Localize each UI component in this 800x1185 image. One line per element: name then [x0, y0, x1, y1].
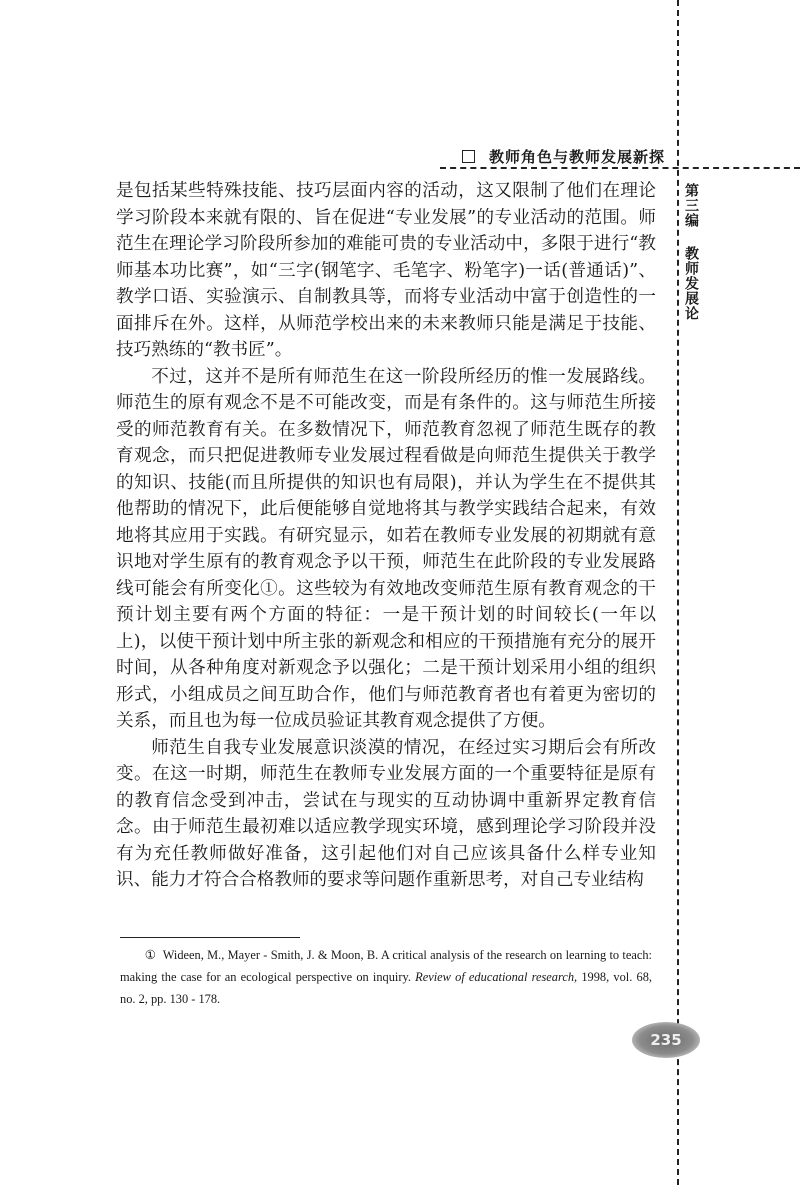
header-box-icon [462, 150, 475, 163]
page-number: 235 [650, 1031, 682, 1049]
paragraph-3: 师范生自我专业发展意识淡漠的情况，在经过实习期后会有所改变。在这一时期，师范生在教师专业发展方面的一个重要特征是原有的教育信念受到冲击，尝试在与现实的互动协调中重新界定教育信念。由于师范生最初难以适应教学现实环境，感到理论学习阶段并没有为充任教师做好准备，这引起他们对自己应该具备什么样专业知识、能力才符合合格教师的要求等问题作重新思考，对自己专业结构 [116, 737, 656, 890]
running-header [462, 146, 665, 167]
side-section-label: 教师发展论 [683, 246, 699, 321]
paragraph-1: 是包括某些特殊技能、技巧层面内容的活动，这又限制了他们在理论学习阶段本来就有限的、旨在促进“专业发展”的专业活动的范围。师范生在理论学习阶段所参加的难能可贵的专业活动中，多限于进行“教师基本功比赛”，如“三字(钢笔字、毛笔字、粉笔字)一话(普通话)”、教学口语、实验演示、自制教具等，而将专业活动中富于创造性的一面排斥在外。这样，从师范学校出来的未来教师只能是满足于技能、技巧熟练的“教书匠”。 [116, 181, 656, 360]
footnote-marker: ① [144, 948, 157, 962]
paragraph-2: 不过，这并不是所有师范生在这一阶段所经历的惟一发展路线。师范生的原有观念不是不可能改变，而是有条件的。这与师范生所接受的师范教育有关。在多数情况下，师范教育忽视了师范生既存的教育观念，而只把促进教师专业发展过程看做是向师范生提供关于教学的知识、技能(而且所提供的知识也有局限)，并认为学生在不提供其他帮助的情况下，此后便能够自觉地将其与教学实践结合起来，有效地将其应用于实践。有研究显示，如若在教师专业发展的初期就有意识地对学生原有的教育观念予以干预，师范生在此阶段的专业发展路线可能会有所变化①。这些较为有效地改变师范生原有教育观念的干预计划主要有两个方面的特征：一是干预计划的时间较长(一年以上)，以使干预计划中所主张的新观念和相应的干预措施有充分的展开时间，从各种角度对新观念予以强化；二是干预计划采用小组的组织形式，小组成员之间互助合作，他们与师范教育者也有着更为密切的关系，而且也为每一位成员验证其教育观念提供了方便。 [116, 366, 656, 731]
footnote-journal: Review of educational research, [415, 970, 578, 984]
side-part-label: 第三编 [683, 183, 699, 228]
vertical-dashed-rule [677, 0, 679, 1185]
footnote-rule [120, 937, 300, 938]
footnote [120, 944, 652, 1010]
page-number-badge [632, 1022, 700, 1058]
header-title: 教师角色与教师发展新探 [489, 148, 666, 166]
horizontal-dashed-rule [440, 167, 800, 169]
side-tab [683, 183, 699, 321]
footnote-details: 1998, vol. 68, no. 2, pp. 130 - 178. [120, 970, 652, 1006]
footnote-authors: Wideen, M., Mayer - Smith, J. & Moon, B. A critical analysis of the research on learning to teach: making the case for an ecological perspective on inquiry. [120, 948, 652, 984]
body-text [116, 178, 656, 894]
